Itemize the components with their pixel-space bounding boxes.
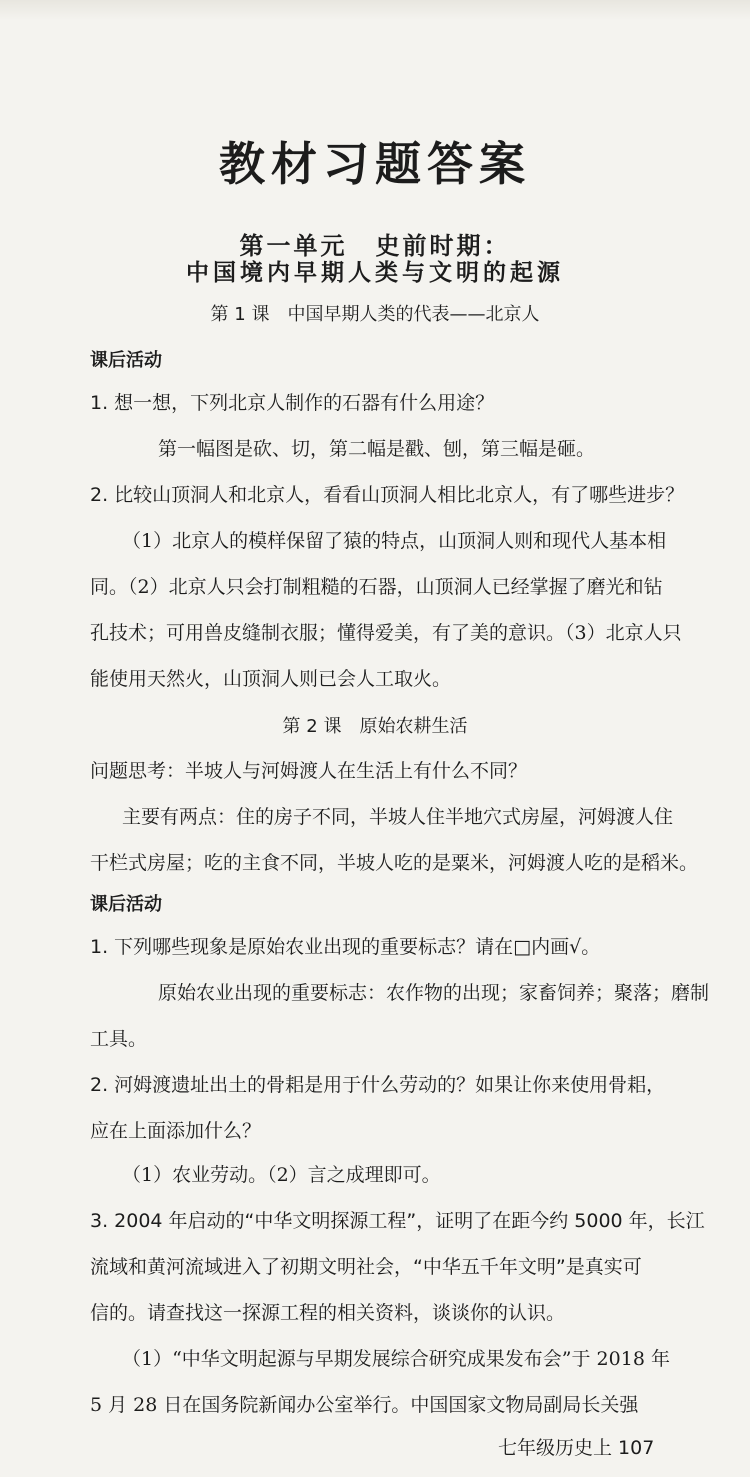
activity-answer-1-line-1: 原始农业出现的重要标志：农作物的出现；家畜饲养；聚落；磨制 [158, 982, 710, 1004]
activity-question-2-line-2: 应在上面添加什么？ [90, 1120, 262, 1142]
activity-question-3-line-1: 3. 2004 年启动的“中华文明探源工程”，证明了在距今约 5000 年，长江 [90, 1210, 705, 1232]
lesson-1-name: 中国早期人类的代表——北京人 [287, 304, 540, 325]
section-heading-after-class: 课后活动 [90, 350, 162, 371]
page-footer: 七年级历史上 107 [498, 1437, 655, 1459]
activity-answer-3-line-2: 5 月 28 日在国务院新闻办公室举行。中国国家文物局副局长关强 [90, 1394, 639, 1416]
question-thinking: 问题思考：半坡人与河姆渡人在生活上有什么不同？ [90, 760, 528, 782]
unit-period: 史前时期： [375, 231, 511, 260]
activity-question-3-line-2: 流域和黄河流域进入了初期文明社会，“中华五千年文明”是真实可 [90, 1256, 642, 1278]
activity-answer-3-line-1: （1）“中华文明起源与早期发展综合研究成果发布会”于 2018 年 [122, 1348, 670, 1370]
lesson-2-title [0, 712, 750, 738]
scan-top-edge [0, 0, 750, 20]
activity-question-2-line-1: 2. 河姆渡遗址出土的骨耜是用于什么劳动的？如果让你来使用骨耜， [90, 1074, 666, 1096]
unit-number: 第一单元 [239, 231, 348, 260]
lesson-2-number: 第 2 课 [282, 716, 342, 737]
activity-answer-2: （1）农业劳动。（2）言之成理即可。 [122, 1164, 441, 1186]
page-title: 教材习题答案 [219, 137, 531, 191]
answer-2-line-3: 孔技术；可用兽皮缝制衣服；懂得爱美，有了美的意识。（3）北京人只 [90, 622, 682, 644]
unit-subtitle: 中国境内早期人类与文明的起源 [186, 259, 564, 286]
activity-question-1: 1. 下列哪些现象是原始农业出现的重要标志？请在□内画√。 [90, 936, 601, 958]
activity-answer-1-line-2: 工具。 [90, 1028, 148, 1050]
answer-2-line-1: （1）北京人的模样保留了猿的特点，山顶洞人则和现代人基本相 [122, 530, 667, 552]
activity-question-3-line-3: 信的。请查找这一探源工程的相关资料，谈谈你的认识。 [90, 1302, 566, 1324]
section-heading-after-class-2: 课后活动 [90, 894, 162, 915]
answer-2-line-2: 同。（2）北京人只会打制粗糙的石器，山顶洞人已经掌握了磨光和钻 [90, 576, 663, 598]
answer-thinking-line-1: 主要有两点：住的房子不同，半坡人住半地穴式房屋，河姆渡人住 [122, 806, 674, 828]
answer-1: 第一幅图是砍、切，第二幅是戳、刨，第三幅是砸。 [158, 438, 596, 460]
lesson-1-number: 第 1 课 [210, 304, 270, 325]
lesson-2-name: 原始农耕生活 [359, 716, 468, 737]
answer-thinking-line-2: 干栏式房屋；吃的主食不同，半坡人吃的是粟米，河姆渡人吃的是稻米。 [90, 852, 699, 874]
lesson-1-title [0, 300, 750, 326]
question-1: 1. 想一想，下列北京人制作的石器有什么用途？ [90, 392, 495, 414]
question-2: 2. 比较山顶洞人和北京人，看看山顶洞人相比北京人，有了哪些进步？ [90, 484, 685, 506]
answer-2-line-4: 能使用天然火，山顶洞人则已会人工取火。 [90, 668, 452, 690]
